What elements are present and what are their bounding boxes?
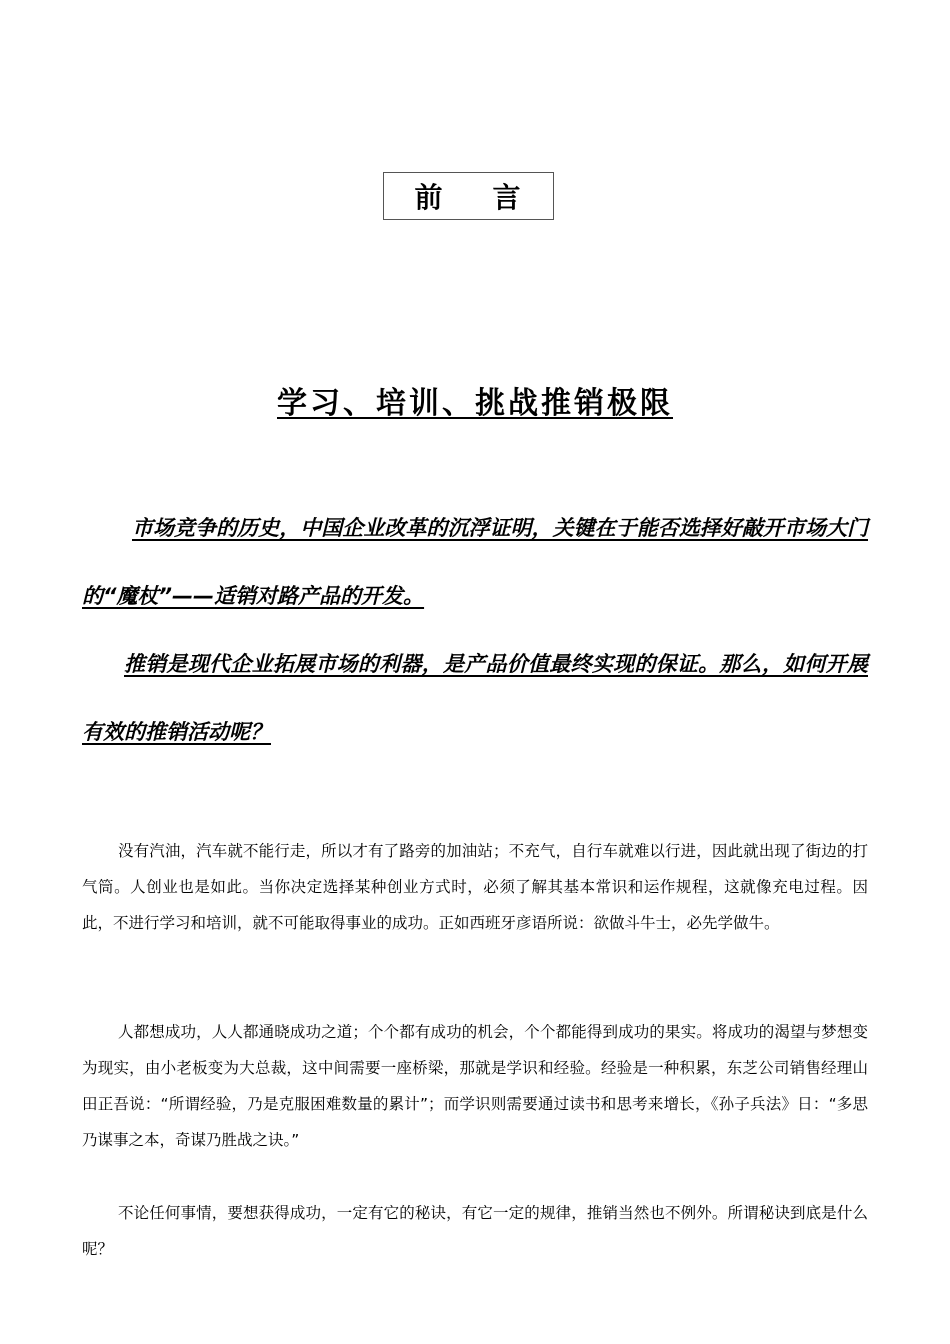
foreword-char-2: 言 bbox=[492, 181, 523, 214]
body-paragraph-3: 不论任何事情，要想获得成功，一定有它的秘诀，有它一定的规律，推销当然也不例外。所谓秘诀到底是什么呢？ bbox=[82, 1204, 868, 1258]
foreword-char-1: 前 bbox=[414, 181, 445, 214]
intro-paragraph-2-text: 推销是现代企业拓展市场的利器，是产品价值最终实现的保证。那么，如何开展有效的推销活动呢？ bbox=[82, 652, 868, 744]
intro-paragraph-1 bbox=[82, 494, 868, 630]
intro-paragraph-1-text: 市场竞争的历史，中国企业改革的沉浮证明，关键在于能否选择好敲开市场大门的“魔杖”——适销对路产品的开发。 bbox=[82, 516, 868, 608]
page-title-text: 学习、培训、挑战推销极限 bbox=[277, 386, 673, 421]
intro-paragraph-2 bbox=[82, 630, 868, 766]
page-title bbox=[0, 378, 950, 422]
body-paragraph-1: 没有汽油，汽车就不能行走，所以才有了路旁的加油站；不充气，自行车就难以行进，因此就出现了街边的打气筒。人创业也是如此。当你决定选择某种创业方式时，必须了解其基本常识和运作规程，这就像充电过程。因此，不进行学习和培训，就不可能取得事业的成功。正如西班牙彦语所说：欲做斗牛士，必先学做牛。 bbox=[82, 842, 868, 932]
body-paragraph-2: 人都想成功，人人都通晓成功之道；个个都有成功的机会，个个都能得到成功的果实。将成功的渴望与梦想变为现实，由小老板变为大总裁，这中间需要一座桥梁，那就是学识和经验。经验是一种积累，东芝公司销售经理山田正吾说：“所谓经验，乃是克服困难数量的累计”；而学识则需要通过读书和思考来增长，《孙子兵法》日：“多思乃谋事之本，奇谋乃胜战之诀。” bbox=[82, 1023, 868, 1149]
foreword-heading-box bbox=[383, 172, 554, 220]
